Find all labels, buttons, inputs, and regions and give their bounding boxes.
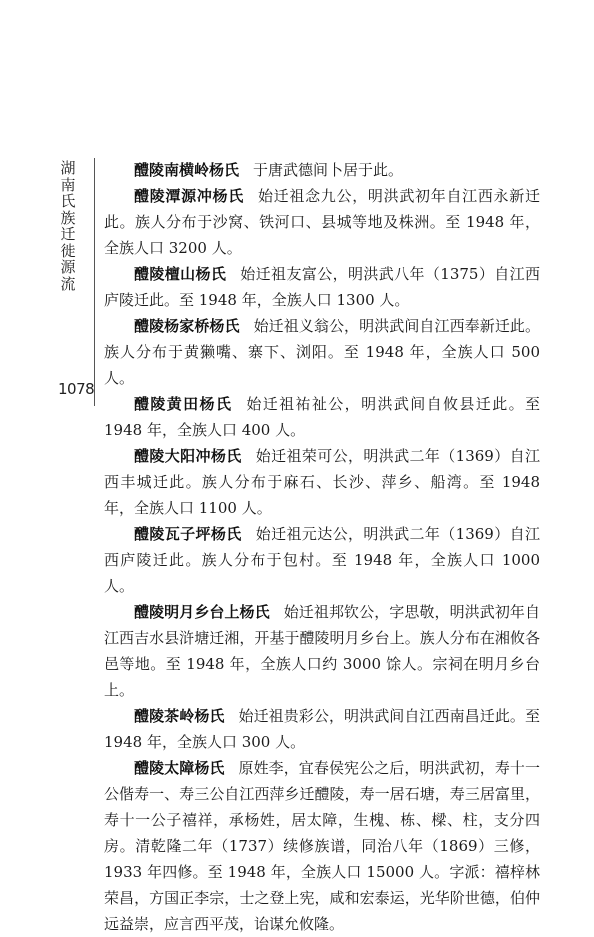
clan-description: 于唐武德间卜居于此。 xyxy=(253,161,404,179)
clan-entry xyxy=(104,391,540,443)
clan-description: 始迁祖贵彩公，明洪武间自江西南昌迁此。至 1948 年，全族人口 300 人。 xyxy=(104,707,540,751)
clan-name: 醴陵南横岭杨氏 xyxy=(134,161,240,179)
clan-name: 醴陵太障杨氏 xyxy=(134,759,225,777)
clan-entry xyxy=(104,313,540,391)
clan-entry xyxy=(104,755,540,937)
clan-entry xyxy=(104,261,540,313)
clan-description: 始迁祖荣可公，明洪武二年（1369）自江西丰城迁此。族人分布于麻石、长沙、萍乡、船湾。至 1948 年，全族人口 1100 人。 xyxy=(104,447,540,517)
clan-name: 醴陵大阳冲杨氏 xyxy=(134,447,242,465)
clan-description: 始迁祖邦钦公，字思敬，明洪武初年自江西吉水县浒塘迁湘，开基于醴陵明月乡台上。族人分布在湘攸各邑等地。至 1948 年，全族人口约 3000 馀人。宗祠在明月乡台上。 xyxy=(104,603,540,699)
clan-description: 始迁祖友富公，明洪武八年（1375）自江西庐陵迁此。至 1948 年，全族人口 1300 人。 xyxy=(104,265,540,309)
clan-description: 始迁祖元达公，明洪武二年（1369）自江西庐陵迁此。族人分布于包村。至 1948 年，全族人口 1000 人。 xyxy=(104,525,540,595)
clan-name: 醴陵潭源冲杨氏 xyxy=(134,187,244,205)
clan-name: 醴陵明月乡台上杨氏 xyxy=(134,603,270,621)
clan-name: 醴陵瓦子坪杨氏 xyxy=(134,525,242,543)
clan-name: 醴陵杨家桥杨氏 xyxy=(134,317,240,335)
clan-entry xyxy=(104,157,540,183)
margin-rule xyxy=(94,158,95,406)
clan-description: 始迁祖念九公，明洪武初年自江西永新迁此。族人分布于沙窝、铁河口、县城等地及株洲。至 1948 年，全族人口 3200 人。 xyxy=(104,187,540,257)
clan-entry xyxy=(104,599,540,703)
clan-entry xyxy=(104,521,540,599)
clan-entry xyxy=(104,183,540,261)
clan-description: 始迁祖祐祉公，明洪武间自攸县迁此。至 1948 年，全族人口 400 人。 xyxy=(104,395,540,439)
clan-name: 醴陵檀山杨氏 xyxy=(134,265,227,283)
clan-entry xyxy=(104,443,540,521)
page-number: 1078 xyxy=(58,380,95,398)
clan-name: 醴陵茶岭杨氏 xyxy=(134,707,225,725)
clan-description: 始迁祖义翁公，明洪武间自江西奉新迁此。族人分布于黄獭嘴、寨下、浏阳。至 1948 年，全族人口 500 人。 xyxy=(104,317,540,387)
clan-description: 原姓李，宜春侯宪公之后，明洪武初，寿十一公偕寿一、寿三公自江西萍乡迁醴陵，寿一居石塘，寿三居富里，寿十一公子禧祥，承杨姓，居太障，生槐、栋、樑、柱，支分四房。清乾隆二年（1737）续修族谱，同治八年（1869）三修，1933 年四修。至 1948 年，全族人口 15000 人。字派：禧梓林荣昌，方国正李宗，士之登上宪，咸和宏泰运，光华阶世德，伯仲远益崇，应言西平茂，诒谋允攸隆。 xyxy=(104,759,540,933)
clan-entry xyxy=(104,703,540,755)
running-header-vertical: 湖南氏族迁徙源流 xyxy=(60,159,76,293)
clan-name: 醴陵黄田杨氏 xyxy=(134,395,233,413)
page-body xyxy=(104,157,540,937)
